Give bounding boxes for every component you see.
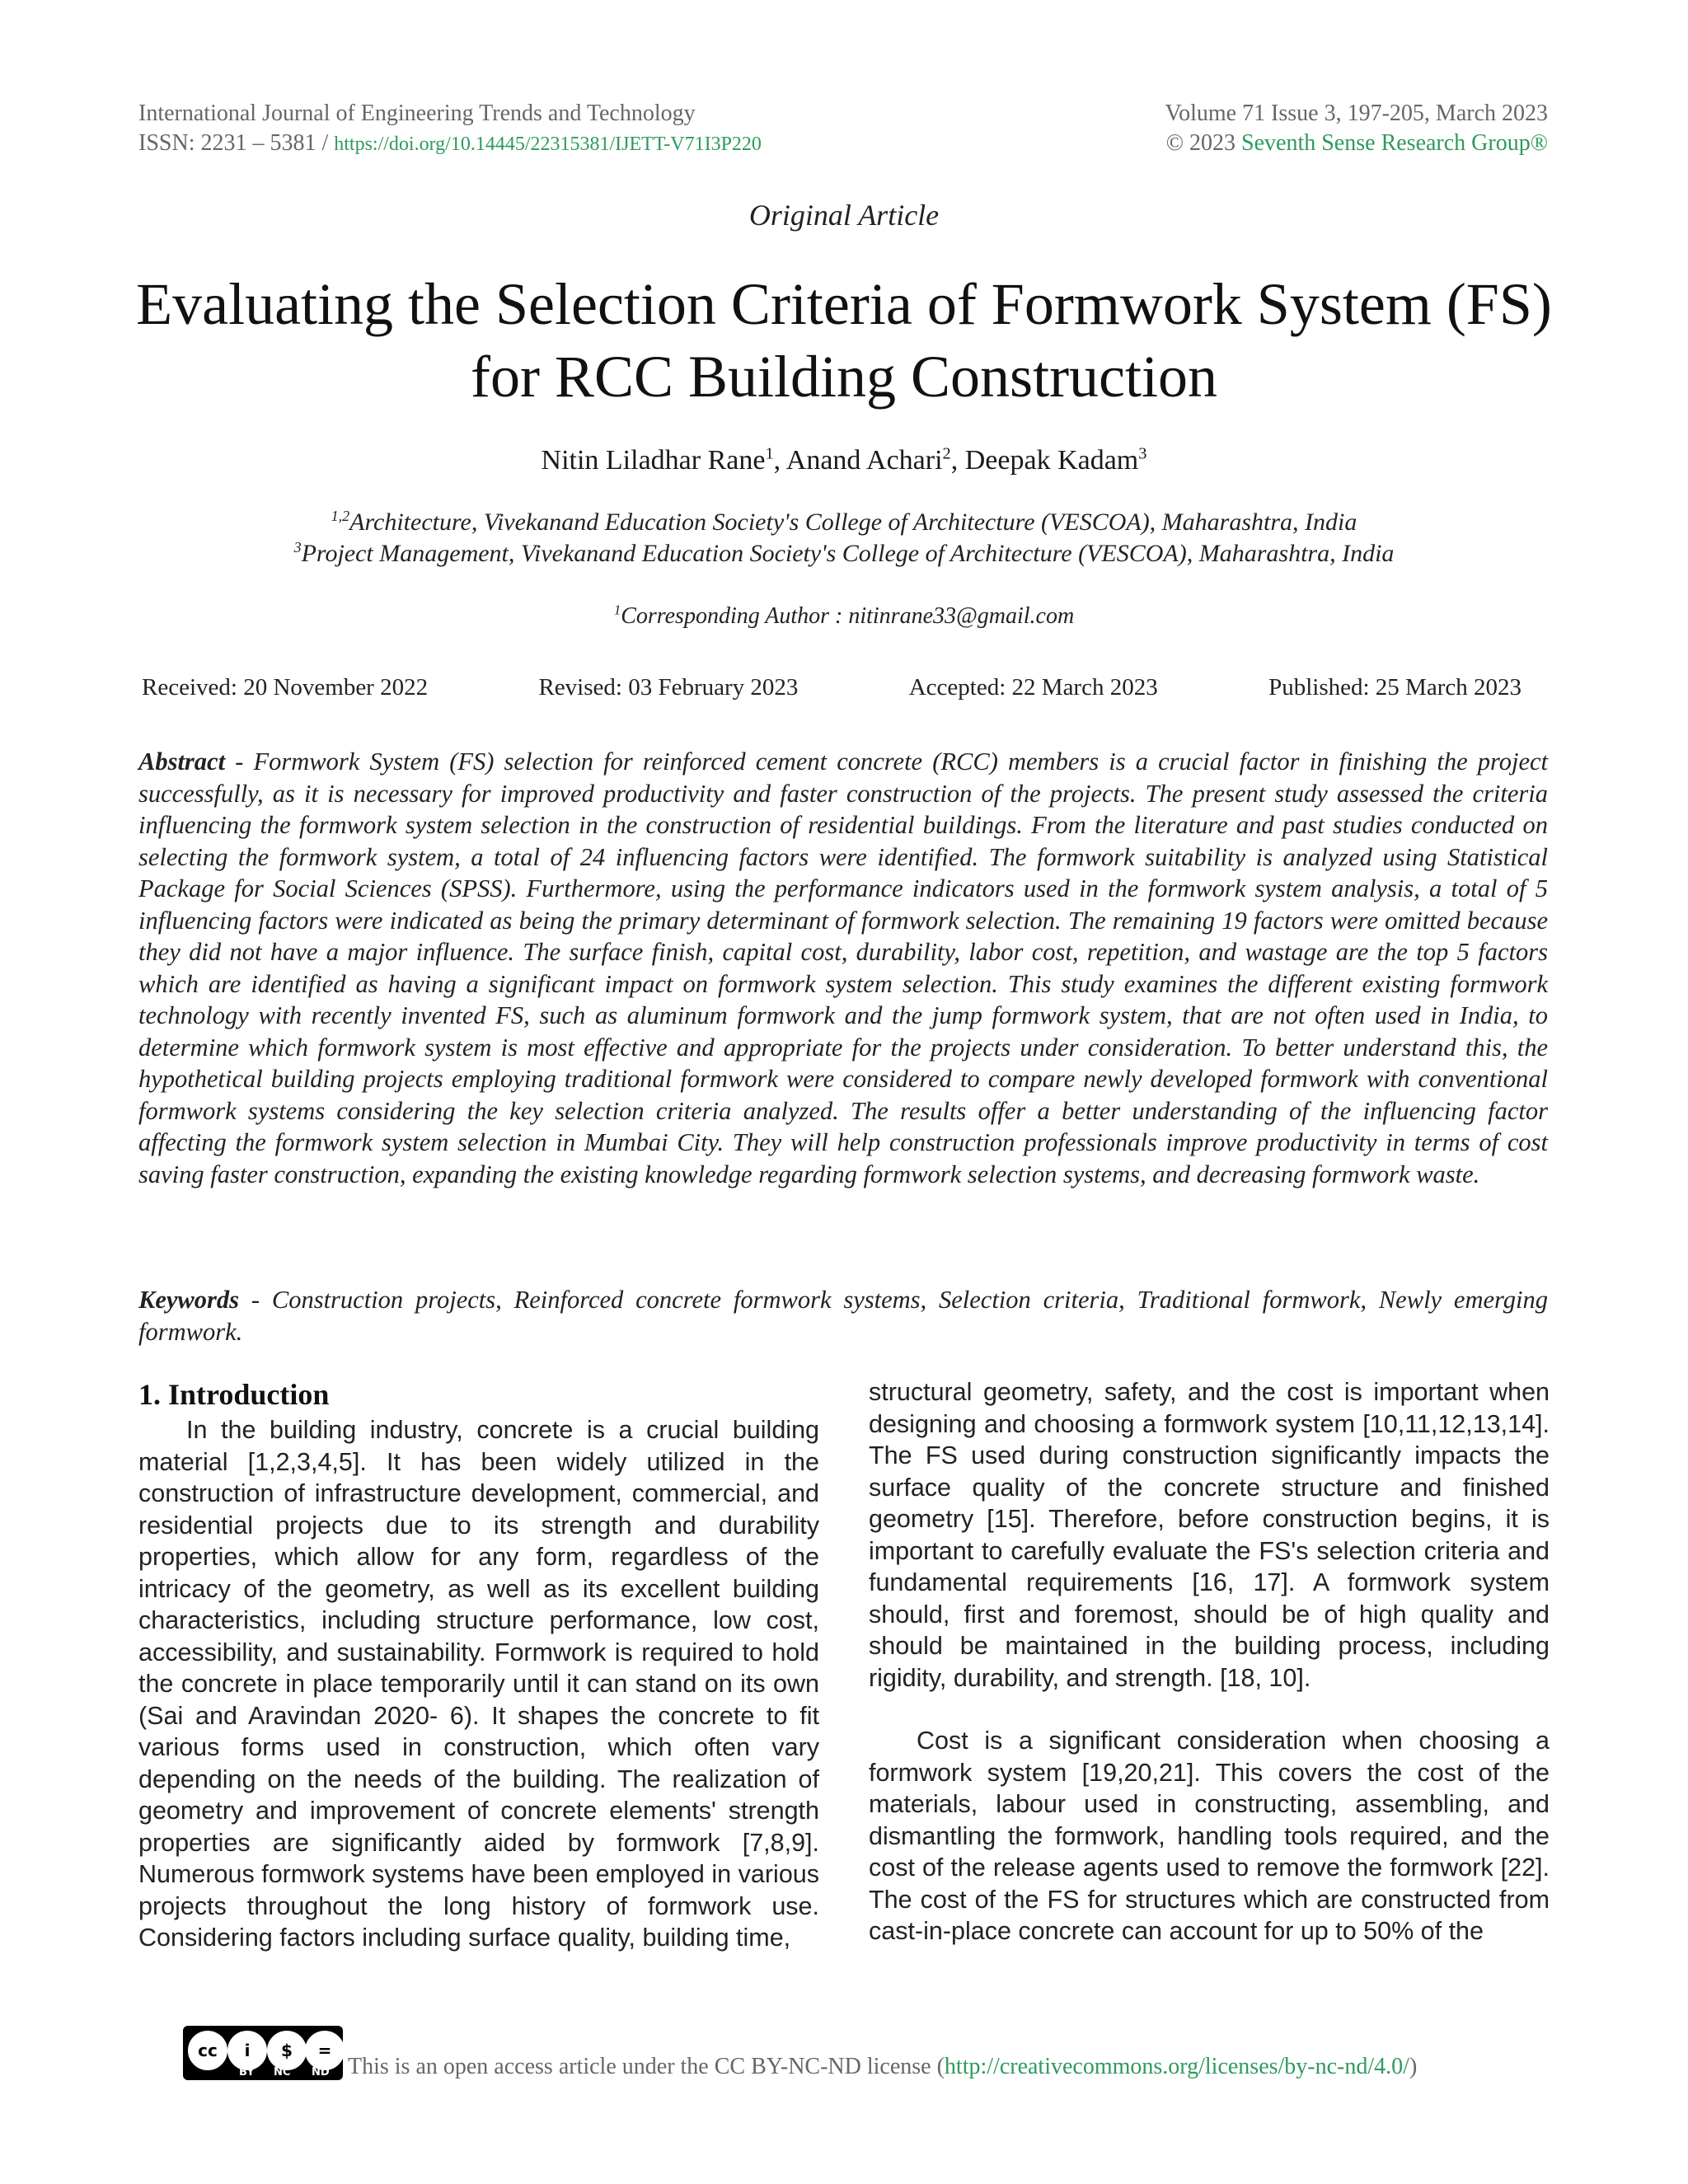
keywords-label: Keywords bbox=[138, 1286, 239, 1314]
dates-row bbox=[142, 674, 1522, 701]
column-right bbox=[869, 1376, 1550, 1947]
cc-license-icon[interactable] bbox=[183, 2026, 343, 2080]
affiliation-sup: 3 bbox=[293, 539, 302, 555]
doi-link[interactable]: https://doi.org/10.14445/22315381/IJETT-V71I3P220 bbox=[334, 134, 762, 155]
section-heading: 1. Introduction bbox=[138, 1378, 330, 1411]
issn-line bbox=[138, 129, 762, 159]
author-name: Anand Achari bbox=[785, 445, 943, 476]
keywords-text: - Construction projects, Reinforced concrete formwork systems, Selection criteria, Traditional formwork, Newly emerging formwork. bbox=[138, 1286, 1548, 1346]
affiliation-sup: 1,2 bbox=[331, 508, 350, 524]
paragraph: structural geometry, safety, and the cost is important when designing and choosing a formwork system [10,11,12,13,14]. The FS used during construction significantly impacts the surface quality of the concrete structure and finished geometry [15]. Therefore, before construction begins, it is important to carefully evaluate the FS's selection criteria and fundamental requirements [16, 17]. A formwork system should, first and foremost, should be of high quality and should be maintained in the building process, including rigidity, durability, and strength. [18, 10]. bbox=[869, 1378, 1550, 1692]
author-sup: 3 bbox=[1138, 444, 1147, 463]
article-type: Original Article bbox=[748, 199, 940, 232]
author-name: Nitin Liladhar Rane bbox=[541, 445, 766, 476]
author-sup: 1 bbox=[765, 444, 774, 463]
paragraph: In the building industry, concrete is a crucial building material [1,2,3,4,5]. It has been widely utilized in the construction of infrastructure development, commercial, and residential projects due to its strength and durability properties, which allow for any form, regardless of the intricacy of the geometry, as well as its excellent building characteristics, including structure performance, low cost, accessibility, and sustainability. Formwork is required to hold the concrete in place temporarily until it can stand on its own (Sai and Aravindan 2020- 6). It shapes the concrete to fit various forms used in construction, which often vary depending on the needs of the building. The realization of geometry and improvement of concrete elements' strength properties are significantly aided by formwork [7,8,9]. Numerous formwork systems have been employed in various projects throughout the long history of formwork use. Considering factors including surface quality, building time, bbox=[138, 1416, 819, 1952]
volume-info: Volume 71 Issue 3, 197-205, March 2023 bbox=[1165, 101, 1548, 126]
issn: ISSN: 2231 – 5381 / bbox=[138, 130, 335, 156]
corresponding-sup: 1 bbox=[613, 602, 621, 618]
abstract-label: Abstract bbox=[138, 748, 226, 776]
date-received: Received: 20 November 2022 bbox=[142, 674, 429, 701]
license-text: This is an open access article under the CC BY-NC-ND license ( bbox=[348, 2054, 945, 2079]
badge-label: NC bbox=[274, 2066, 291, 2079]
keywords bbox=[138, 1284, 1548, 1347]
cc-icon: cc bbox=[188, 2031, 227, 2070]
author-name: Deepak Kadam bbox=[964, 445, 1139, 476]
badge-label: ND bbox=[312, 2066, 330, 2079]
corresponding-author bbox=[0, 603, 1688, 630]
nc-dollar-icon: $ bbox=[267, 2031, 307, 2070]
nd-equals-icon: = bbox=[305, 2031, 345, 2070]
copyright: © 2023 bbox=[1165, 130, 1242, 156]
corresponding-text: Corresponding Author : nitinrane33@gmail.com bbox=[621, 603, 1075, 629]
author-sep: , bbox=[950, 445, 965, 476]
affiliation bbox=[0, 509, 1688, 537]
volume-header bbox=[1165, 99, 1548, 158]
copyright-line bbox=[1165, 129, 1548, 158]
affiliation-text: Project Management, Vivekanand Education Society's College of Architecture (VESCOA), Maharashtra, India bbox=[301, 540, 1395, 567]
license-link[interactable]: http://creativecommons.org/licenses/by-nc-nd/4.0/ bbox=[944, 2054, 1409, 2079]
journal-header bbox=[138, 99, 762, 159]
date-published: Published: 25 March 2023 bbox=[1268, 674, 1522, 701]
license-close: ) bbox=[1409, 2054, 1418, 2079]
journal-name: International Journal of Engineering Trends and Technology bbox=[138, 101, 696, 126]
author-sup: 2 bbox=[942, 444, 951, 463]
publisher-link[interactable]: Seventh Sense Research Group® bbox=[1241, 130, 1548, 156]
license-footer bbox=[183, 2026, 1417, 2080]
abstract-text: - Formwork System (FS) selection for reinforced cement concrete (RCC) members is a crucial factor in finishing the project successfully, as it is necessary for improved productivity and faster construction of the projects. The present study assessed the criteria influencing the formwork system selection in the construction of residential buildings. From the literature and past studies conducted on selecting the formwork system, a total of 24 influencing factors were identified. The formwork suitability is analyzed using Statistical Package for Social Sciences (SPSS). Furthermore, using the performance indicators used in the formwork system analysis, a total of 5 influencing factors were indicated as being the primary determinant of formwork selection. The remaining 19 factors were omitted because they did not have a major influence. The surface finish, capital cost, durability, labor cost, repetition, and wastage are the top 5 factors which are identified as having a significant impact on formwork system selection. This study examines the different existing formwork technology with recently invented FS, such as aluminum formwork and the jump formwork system, that are not often used in India, to determine which formwork system is most effective and appropriate for the projects under consideration. To better understand this, the hypothetical building projects employing traditional formwork were considered to compare newly developed formwork with conventional formwork systems considering the key selection criteria analyzed. The results offer a better understanding of the influencing factor affecting the formwork system selection in Mumbai City. They will help construction professionals improve productivity in terms of cost saving faster construction, expanding the existing knowledge regarding formwork selection systems, and decreasing formwork waste. bbox=[138, 748, 1548, 1188]
by-person-icon: i bbox=[227, 2031, 267, 2070]
date-revised: Revised: 03 February 2023 bbox=[538, 674, 799, 701]
author-list bbox=[0, 445, 1688, 476]
abstract bbox=[138, 746, 1548, 1190]
paper-title: Evaluating the Selection Criteria of Formwork System (FS) for RCC Building Construction bbox=[136, 271, 1552, 410]
badge-label: BY bbox=[239, 2066, 255, 2079]
affiliation-text: Architecture, Vivekanand Education Society's College of Architecture (VESCOA), Maharashtra, India bbox=[349, 509, 1357, 536]
column-left bbox=[138, 1376, 819, 1954]
author-sep: , bbox=[773, 445, 786, 476]
date-accepted: Accepted: 22 March 2023 bbox=[908, 674, 1158, 701]
paragraph: Cost is a significant consideration when choosing a formwork system [19,20,21]. This covers the cost of the materials, labour used in constructing, assembling, and dismantling the formwork, handling tools required, and the cost of the release agents used to remove the formwork [22]. The cost of the FS for structures which are constructed from cast-in-place concrete can account for up to 50% of the bbox=[869, 1727, 1550, 1945]
affiliation bbox=[0, 540, 1688, 568]
